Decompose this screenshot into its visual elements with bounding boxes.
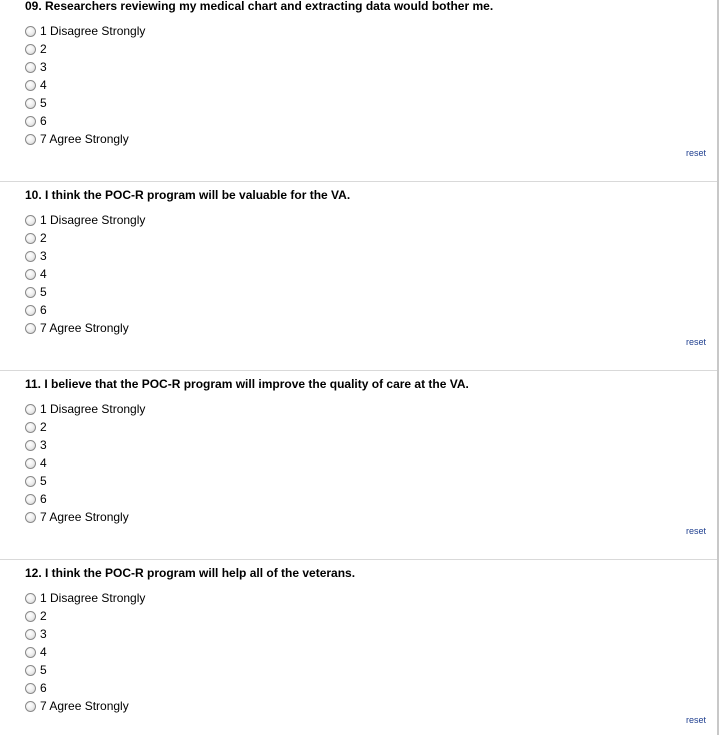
radio-button[interactable]: [25, 215, 36, 226]
radio-button[interactable]: [25, 26, 36, 37]
radio-button[interactable]: [25, 404, 36, 415]
radio-option-1[interactable]: [25, 23, 145, 39]
radio-option-1[interactable]: [25, 401, 145, 417]
radio-option-4[interactable]: [25, 266, 47, 282]
radio-option-6[interactable]: [25, 302, 47, 318]
radio-option-5[interactable]: [25, 95, 47, 111]
radio-option-label: 3: [40, 60, 47, 74]
radio-option-label: 5: [40, 285, 47, 299]
radio-option-label: 1 Disagree Strongly: [40, 591, 146, 605]
radio-option-2[interactable]: [25, 419, 47, 435]
radio-option-label: 1 Disagree Strongly: [40, 24, 146, 38]
radio-option-label: 5: [40, 474, 47, 488]
radio-button[interactable]: [25, 62, 36, 73]
radio-option-label: 1 Disagree Strongly: [40, 213, 146, 227]
radio-option-label: 6: [40, 492, 47, 506]
radio-button[interactable]: [25, 665, 36, 676]
radio-button[interactable]: [25, 323, 36, 334]
radio-button[interactable]: [25, 494, 36, 505]
radio-button[interactable]: [25, 593, 36, 604]
radio-option-label: 6: [40, 114, 47, 128]
question-title: 09. Researchers reviewing my medical chart and extracting data would bother me.: [25, 0, 494, 13]
radio-option-2[interactable]: [25, 41, 47, 57]
reset-link[interactable]: reset: [685, 715, 706, 725]
radio-button[interactable]: [25, 458, 36, 469]
radio-button[interactable]: [25, 116, 36, 127]
radio-button[interactable]: [25, 647, 36, 658]
radio-button[interactable]: [25, 98, 36, 109]
reset-link[interactable]: reset: [685, 526, 706, 536]
question-block-12: [0, 560, 717, 749]
radio-option-1[interactable]: [25, 212, 145, 228]
radio-option-7[interactable]: [25, 698, 129, 714]
radio-button[interactable]: [25, 629, 36, 640]
radio-button[interactable]: [25, 440, 36, 451]
radio-option-label: 4: [40, 456, 47, 470]
radio-option-label: 4: [40, 78, 47, 92]
radio-option-3[interactable]: [25, 248, 47, 264]
radio-option-2[interactable]: [25, 230, 47, 246]
radio-option-label: 2: [40, 420, 47, 434]
radio-button[interactable]: [25, 305, 36, 316]
radio-option-1[interactable]: [25, 590, 145, 606]
radio-button[interactable]: [25, 422, 36, 433]
radio-option-5[interactable]: [25, 284, 47, 300]
radio-button[interactable]: [25, 476, 36, 487]
radio-option-label: 2: [40, 231, 47, 245]
question-title: 10. I think the POC-R program will be valuable for the VA.: [25, 188, 351, 202]
radio-option-label: 3: [40, 627, 47, 641]
radio-option-6[interactable]: [25, 491, 47, 507]
radio-option-3[interactable]: [25, 437, 47, 453]
radio-option-4[interactable]: [25, 77, 47, 93]
radio-option-7[interactable]: [25, 320, 129, 336]
radio-option-label: 3: [40, 438, 47, 452]
radio-option-7[interactable]: [25, 131, 129, 147]
radio-option-label: 1 Disagree Strongly: [40, 402, 146, 416]
question-block-09: [0, 0, 717, 182]
radio-button[interactable]: [25, 611, 36, 622]
reset-link[interactable]: reset: [685, 337, 706, 347]
reset-link[interactable]: reset: [685, 148, 706, 158]
radio-option-4[interactable]: [25, 455, 47, 471]
radio-option-label: 4: [40, 645, 47, 659]
radio-button[interactable]: [25, 512, 36, 523]
radio-option-label: 5: [40, 96, 47, 110]
radio-option-6[interactable]: [25, 680, 47, 696]
radio-option-label: 2: [40, 42, 47, 56]
radio-button[interactable]: [25, 251, 36, 262]
question-block-10: [0, 182, 717, 371]
question-title: 11. I believe that the POC-R program will improve the quality of care at the VA.: [25, 377, 469, 391]
radio-option-5[interactable]: [25, 662, 47, 678]
radio-option-label: 2: [40, 609, 47, 623]
radio-button[interactable]: [25, 269, 36, 280]
radio-button[interactable]: [25, 44, 36, 55]
radio-option-label: 7 Agree Strongly: [40, 132, 129, 146]
radio-option-label: 6: [40, 303, 47, 317]
radio-option-3[interactable]: [25, 59, 47, 75]
radio-option-6[interactable]: [25, 113, 47, 129]
radio-option-label: 6: [40, 681, 47, 695]
radio-option-label: 5: [40, 663, 47, 677]
question-title: 12. I think the POC-R program will help all of the veterans.: [25, 566, 356, 580]
radio-option-label: 4: [40, 267, 47, 281]
radio-button[interactable]: [25, 80, 36, 91]
radio-option-label: 3: [40, 249, 47, 263]
radio-button[interactable]: [25, 287, 36, 298]
radio-button[interactable]: [25, 701, 36, 712]
radio-button[interactable]: [25, 134, 36, 145]
radio-option-label: 7 Agree Strongly: [40, 510, 129, 524]
radio-button[interactable]: [25, 233, 36, 244]
radio-option-4[interactable]: [25, 644, 47, 660]
radio-option-5[interactable]: [25, 473, 47, 489]
question-block-11: [0, 371, 717, 560]
radio-option-2[interactable]: [25, 608, 47, 624]
radio-option-3[interactable]: [25, 626, 47, 642]
radio-option-label: 7 Agree Strongly: [40, 699, 129, 713]
radio-button[interactable]: [25, 683, 36, 694]
radio-option-label: 7 Agree Strongly: [40, 321, 129, 335]
radio-option-7[interactable]: [25, 509, 129, 525]
